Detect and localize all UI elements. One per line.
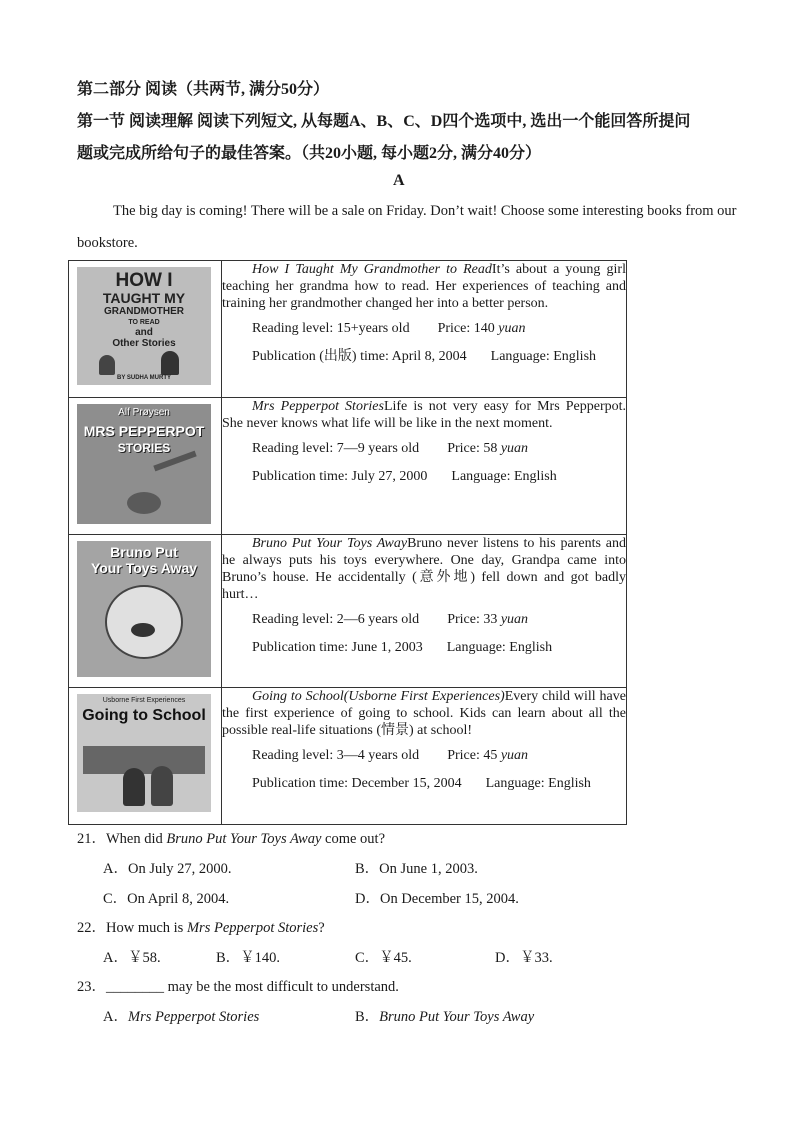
option-21-a[interactable]: A．On July 27, 2000. — [103, 861, 232, 877]
question-stem-rest: ? — [318, 920, 325, 936]
question-book-title: Bruno Put Your Toys Away — [166, 831, 322, 847]
option-book-title: Bruno Put Your Toys Away — [379, 1009, 535, 1025]
publication-time: Publication time: June 1, 2003 — [252, 640, 423, 655]
book-level-price — [222, 611, 626, 628]
cover-title-line: HOW I — [115, 270, 173, 291]
option-22-d[interactable]: D．￥33. — [495, 950, 553, 966]
question-22 — [77, 916, 325, 937]
reading-level: Reading level: 7—9 years old — [252, 441, 420, 456]
cover-title-line: MRS PEPPERPOT — [83, 423, 205, 439]
book-title: How I Taught My Grandmother to Read — [252, 262, 492, 277]
book-row — [69, 261, 627, 398]
section-instruction-line2: 题或完成所给句子的最佳答案。（共20小题, 每小题2分, 满分40分） — [77, 145, 542, 162]
reading-level: Reading level: 15+years old — [252, 321, 410, 336]
book-level-price — [222, 440, 626, 457]
question-stem: 21．When did — [77, 831, 163, 847]
book-title: Going to School(Usborne First Experiences) — [252, 689, 505, 704]
book-cover-cell — [69, 398, 222, 535]
price: Price: 140 — [437, 321, 495, 336]
book-info-cell — [222, 535, 627, 688]
book-row — [69, 535, 627, 688]
publication-time: Publication (出版) time: April 8, 2004 — [252, 349, 467, 364]
passage-letter: A — [393, 172, 405, 189]
cover-title-line: TO READ — [128, 319, 160, 326]
book-info-cell — [222, 398, 627, 535]
publication-time: Publication time: December 15, 2004 — [252, 776, 462, 791]
cover-author: Alf Prøysen — [118, 407, 170, 418]
book-row — [69, 688, 627, 825]
question-book-title: Mrs Pepperpot Stories — [186, 920, 319, 936]
book-description — [222, 535, 626, 603]
price-unit: yuan — [498, 321, 526, 336]
book-pub-lang — [222, 639, 626, 656]
intro-line2: bookstore. — [77, 235, 138, 251]
book-pub-lang — [222, 775, 626, 792]
price-unit: yuan — [500, 441, 529, 456]
question-stem: 22．How much is — [77, 920, 184, 936]
question-21 — [77, 827, 385, 848]
book-pub-lang — [222, 468, 626, 485]
price: Price: 33 — [447, 612, 498, 627]
book-description — [222, 398, 626, 432]
cover-title-line: Going to School — [82, 707, 206, 724]
option-22-b[interactable]: B．￥140. — [216, 950, 281, 966]
book-cover-cell — [69, 535, 222, 688]
book-title: Bruno Put Your Toys Away — [252, 536, 408, 551]
book-desc-text: It’s about a young girl teaching her grandma how to read. Her experiences of teaching and training her grandmother changed her into a better person. — [222, 262, 626, 311]
cover-title-line: Your Toys Away — [90, 560, 198, 576]
price-unit: yuan — [500, 612, 529, 627]
option-22-c[interactable]: C．￥45. — [355, 950, 412, 966]
cover-title-line: Bruno Put — [110, 544, 178, 560]
option-label: B． — [355, 1009, 380, 1025]
book-title: Mrs Pepperpot Stories — [252, 399, 384, 414]
option-book-title: Mrs Pepperpot Stories — [127, 1009, 260, 1025]
price-unit: yuan — [500, 748, 529, 763]
book-cover-image — [77, 541, 211, 677]
book-cover-image — [77, 404, 211, 524]
book-cover-image — [77, 694, 211, 812]
book-level-price — [222, 320, 626, 337]
language: Language: English — [451, 469, 557, 484]
cover-title-line: GRANDMOTHER — [104, 306, 184, 317]
price: Price: 58 — [447, 441, 498, 456]
language: Language: English — [446, 640, 553, 655]
language: Language: English — [490, 349, 597, 364]
option-21-d[interactable]: D．On December 15, 2004. — [355, 891, 519, 907]
school-building-icon — [83, 746, 205, 774]
book-description — [222, 688, 626, 739]
cover-title-line: STORIES — [117, 441, 171, 455]
cover-series: Usborne First Experiences — [102, 697, 186, 704]
book-desc-text: Bruno never listens to his parents and he always puts his toys everywhere. One day, Grandpa came into Bruno’s house. He accidentally (意外地) fell down and got badly hurt… — [222, 536, 626, 602]
child-figure-icon — [123, 768, 145, 806]
cover-title-line: and — [135, 327, 153, 338]
option-label: A． — [103, 1009, 128, 1025]
option-23-a[interactable] — [103, 1005, 259, 1026]
price: Price: 45 — [447, 748, 498, 763]
character-icon — [127, 492, 161, 514]
book-row — [69, 398, 627, 535]
cover-author: BY SUDHA MURTY — [116, 375, 171, 381]
book-info-cell — [222, 688, 627, 825]
question-stem-rest: come out? — [325, 831, 386, 847]
bear-nose-icon — [131, 623, 155, 637]
book-cover-image — [77, 267, 211, 385]
reading-level: Reading level: 2—6 years old — [252, 612, 420, 627]
section-instruction-line1: 第一节 阅读理解 阅读下列短文, 从每题A、B、C、D四个选项中, 选出一个能回答所提问 — [77, 113, 691, 130]
figure-silhouette-icon — [161, 351, 179, 375]
book-cover-cell — [69, 688, 222, 825]
book-cover-cell — [69, 261, 222, 398]
part-title: 第二部分 阅读（共两节, 满分50分） — [77, 81, 330, 98]
option-21-b[interactable]: B．On June 1, 2003. — [355, 861, 478, 877]
child-figure-icon — [151, 766, 173, 806]
book-info-cell — [222, 261, 627, 398]
option-23-b[interactable] — [355, 1005, 534, 1026]
question-23: 23．________ may be the most difficult to understand. — [77, 979, 399, 995]
book-pub-lang — [222, 348, 626, 365]
language: Language: English — [485, 776, 591, 791]
intro-line1: The big day is coming! There will be a sale on Friday. Don’t wait! Choose some interesting books from our — [113, 203, 737, 219]
book-desc-text: Life is not very easy for Mrs Pepperpot. She never knows what life will be like in the next moment. — [222, 399, 627, 431]
option-21-c[interactable]: C．On April 8, 2004. — [103, 891, 230, 907]
bear-face-icon — [105, 585, 183, 659]
option-22-a[interactable]: A．￥58. — [103, 950, 161, 966]
book-level-price — [222, 747, 626, 764]
cover-title-line: Other Stories — [112, 338, 176, 349]
publication-time: Publication time: July 27, 2000 — [252, 469, 428, 484]
cover-title-line: TAUGHT MY — [102, 290, 186, 306]
book-description — [222, 261, 626, 312]
figure-silhouette-icon — [99, 355, 115, 375]
reading-level: Reading level: 3—4 years old — [252, 748, 420, 763]
book-desc-text: Every child will have the first experience of going to school. Kids can learn about all the possible real-life situations (情景) at school! — [222, 689, 626, 738]
book-table — [68, 260, 627, 825]
